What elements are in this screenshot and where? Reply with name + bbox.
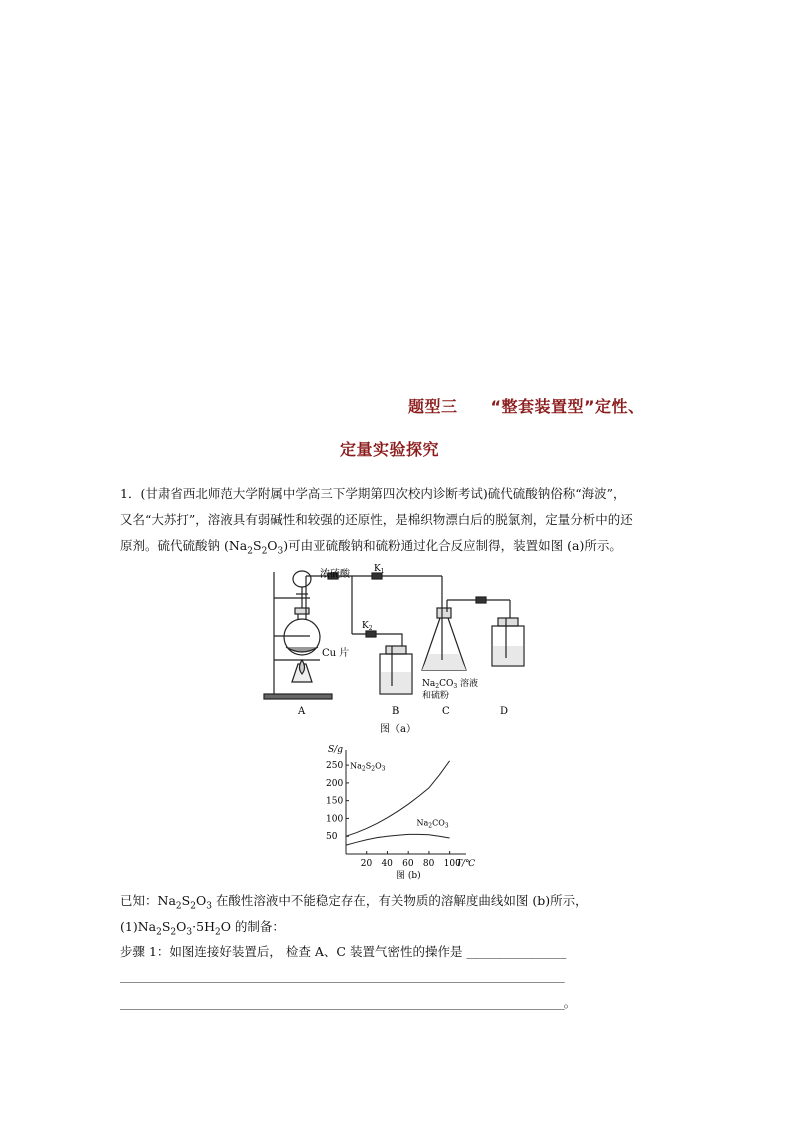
label-cu: Cu 片 bbox=[322, 648, 350, 659]
answer-blank-2[interactable]: ____________________________________________________________________。 bbox=[120, 995, 576, 1010]
series-label-Na2S2O3: $Na_2S_2O_3$ bbox=[350, 761, 386, 773]
x-tick-label: 60 bbox=[402, 859, 414, 869]
y-tick-label: 250 bbox=[326, 761, 344, 772]
x-tick-label: 20 bbox=[360, 859, 373, 869]
x-tick-label: 100 bbox=[443, 859, 461, 869]
step-1: 步骤 1：如图连接好装置后， 检查 A、C 装置气密性的操作是 ________________ bbox=[120, 944, 567, 959]
label-acid: 浓硫酸 bbox=[320, 569, 350, 580]
question-paragraph-line3: 原剂。硫代硫酸钠 $(Na_2S_2O_3)$可由亚硫酸钠和硫粉通过化合反应制得，装置如图 (a)所示。 bbox=[120, 538, 622, 557]
x-tick-label: 80 bbox=[422, 859, 435, 869]
y-tick-label: 150 bbox=[326, 796, 344, 807]
label-c-line1: $Na_2CO_3$ 溶液 bbox=[422, 679, 479, 690]
solubility-chart bbox=[318, 744, 478, 880]
x-tick-label: 40 bbox=[381, 859, 393, 869]
label-k2: $K_2$ bbox=[362, 621, 373, 632]
subquestion-1: $(1)Na_2S_2O_3\cdot 5H_2O$ 的制备： bbox=[120, 919, 285, 938]
y-tick-label: 100 bbox=[326, 814, 344, 825]
label-B: B bbox=[392, 706, 400, 717]
section-title-line2: 定量实验探究 bbox=[340, 440, 440, 459]
label-c-line2: 和硫粉 bbox=[422, 691, 450, 701]
series-line-Na2CO3 bbox=[346, 834, 450, 845]
section-title-line1: 题型三 “整套装置型”定性、 bbox=[408, 397, 645, 416]
label-D: D bbox=[500, 706, 509, 717]
y-tick-label: 50 bbox=[326, 832, 338, 843]
question-paragraph-line1: 1．(甘肃省西北师范大学附属中学高三下学期第四次校内诊断考试)硫代硫酸钠俗称“海波”， bbox=[120, 486, 626, 501]
y-axis-label: S/g bbox=[328, 745, 343, 755]
y-tick-label: 200 bbox=[326, 778, 344, 789]
label-C: C bbox=[442, 706, 450, 717]
series-label-Na2CO3: $Na_2CO_3$ bbox=[416, 818, 449, 830]
label-k1: $K_1$ bbox=[374, 564, 385, 575]
apparatus-diagram bbox=[262, 562, 532, 740]
x-axis-label: T/℃ bbox=[456, 859, 476, 869]
answer-blank-1[interactable]: ____________________________________________________________________ bbox=[120, 968, 564, 983]
label-A: A bbox=[298, 706, 306, 717]
known-condition: 已知：$Na_2S_2O_3$ 在酸性溶液中不能稳定存在，有关物质的溶解度曲线如图 (b)所示， bbox=[120, 893, 588, 912]
figure-b-caption: 图 (b) bbox=[396, 871, 421, 880]
figure-a-caption: 图（a） bbox=[380, 724, 416, 735]
question-paragraph-line2: 又名“大苏打”，溶液具有弱碱性和较强的还原性，是棉织物漂白后的脱氯剂，定量分析中的还 bbox=[120, 512, 633, 527]
